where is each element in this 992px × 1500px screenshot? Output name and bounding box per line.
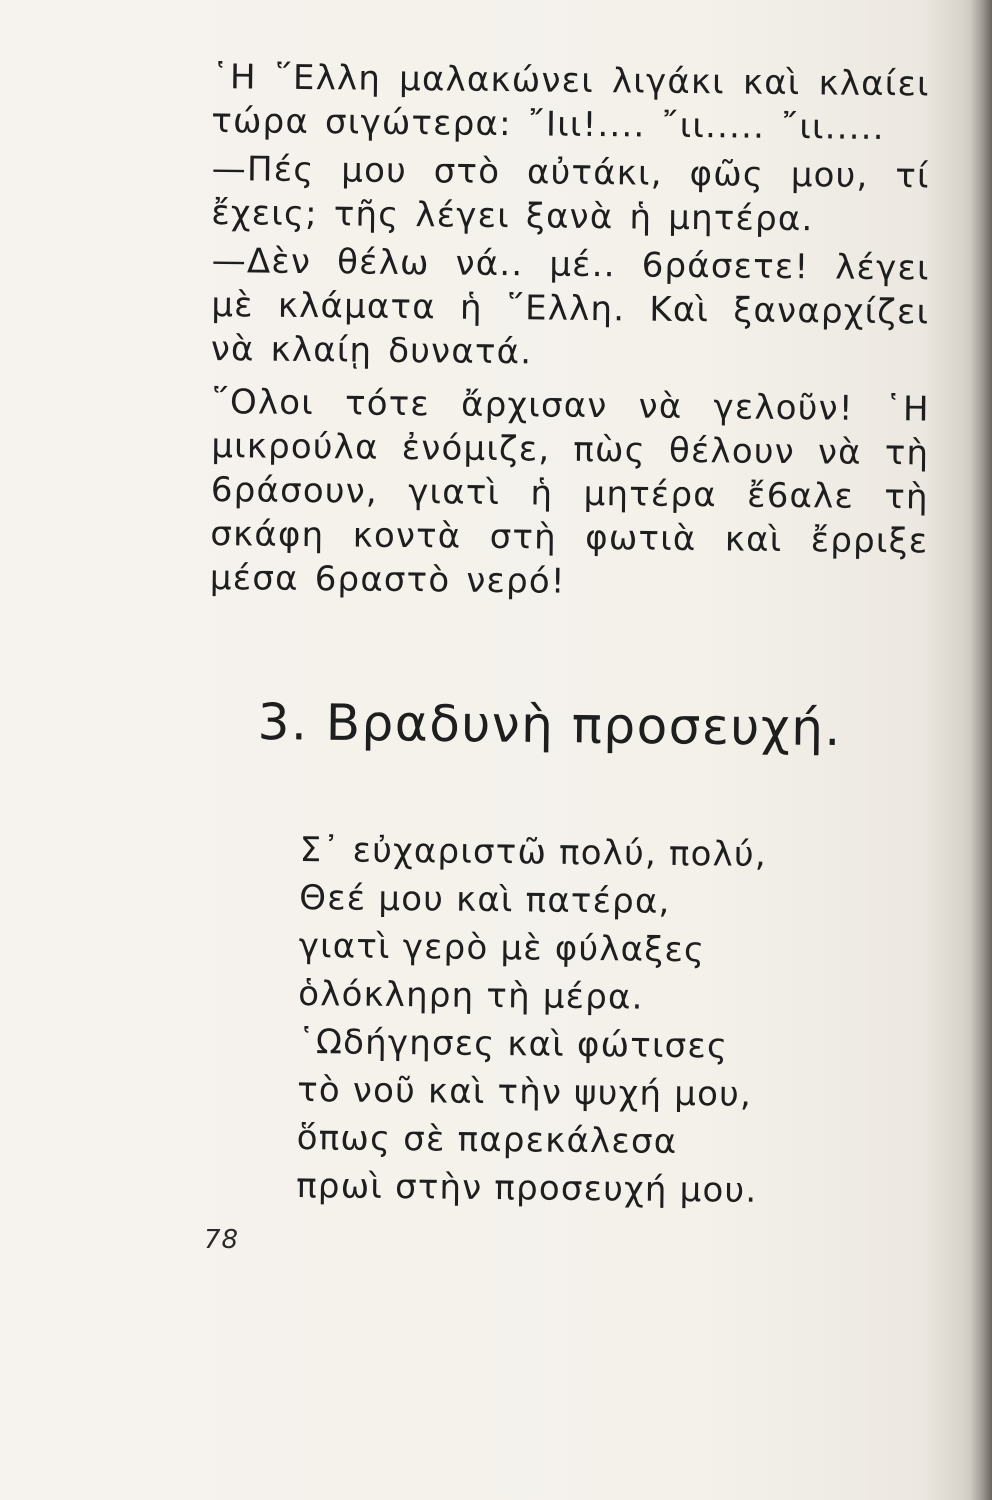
poem-line: ὅπως σὲ παρεκάλεσα — [296, 1117, 678, 1162]
poem-line: τὸ νοῦ καὶ τὴν ψυχή μου, — [297, 1069, 753, 1115]
paragraph-3: —Δὲν θέλω νά.. μέ.. 6ράσετε! λέγει μὲ κλάματα ἡ ῞Ελλη. Καὶ ξαναρχίζει νὰ κλαίῃ δυνατά. — [210, 240, 930, 373]
page-number: 78 — [204, 1225, 240, 1255]
section-title: 3. Βραδυνὴ προσευχή. — [257, 693, 843, 758]
poem-line: ὁλόκληρη τὴ μέρα. — [298, 973, 644, 1018]
paragraph-4: ῞Ολοι τότε ἄρχισαν νὰ γελοῦν! ῾Η μικρούλα ἐνόμιζε, πὼς θέλουν νὰ τὴ 6ράσουν, γιατὶ ἡ μητέρα ἔ6αλε τὴ σκάφη κοντὰ στὴ φωτιὰ καὶ ἔρριξε μέσα 6ραστὸ νερό! — [209, 381, 930, 602]
poem-line: ῾Ωδήγησες καὶ φώτισες — [297, 1021, 729, 1067]
spine-shadow — [970, 0, 992, 1500]
poem — [296, 826, 840, 1216]
poem-line: πρωὶ στὴν προσευχή μου. — [296, 1165, 758, 1211]
paragraph-1: ῾Η ῞Ελλη μαλακώνει λιγάκι καὶ κλαίει τώρα σιγώτερα: ῎Ιιι!.... ῎ιι..... ῎ιι..... — [211, 56, 930, 149]
poem-line: Σ᾿ εὐχαριστῶ πολύ, πολύ, — [299, 829, 768, 875]
paragraph-2: —Πές μου στὸ αὐτάκι, φῶς μου, τί ἔχεις; τῆς λέγει ξανὰ ἡ μητέρα. — [211, 148, 930, 240]
poem-line: γιατὶ γερὸ μὲ φύλαξες — [298, 925, 706, 971]
poem-line: Θεέ μου καὶ πατέρα, — [299, 877, 671, 922]
